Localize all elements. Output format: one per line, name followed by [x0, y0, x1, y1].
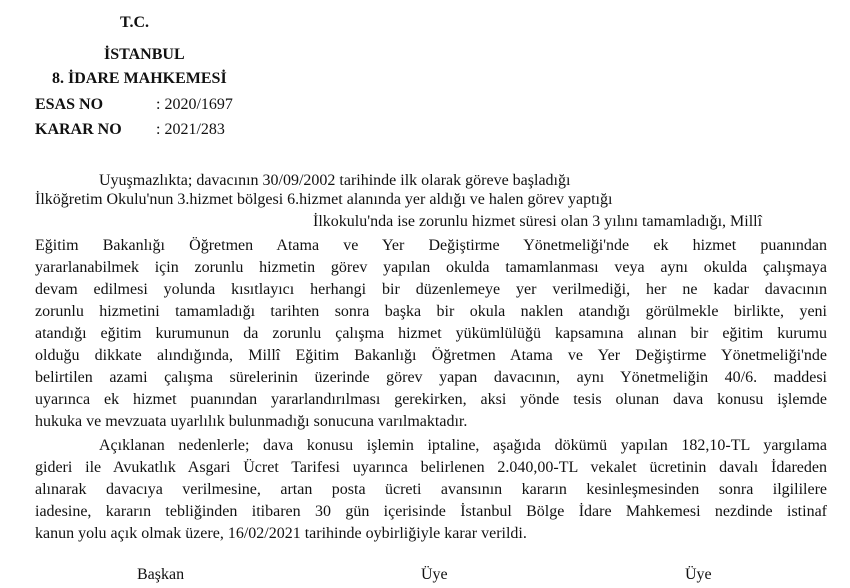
- paragraph1-line2: İlköğretim Okulu'nun 3.hizmet bölgesi 6.hizmet alanında yer aldığı ve halen görev yaptığı: [35, 191, 613, 208]
- paragraph2-line1: Açıklanan nedenlerle; dava konusu işlemin iptaline, aşağıda dökümü yapılan 182,10-TL yargılama: [99, 437, 827, 454]
- paragraph1-line5: yararlanabilmek için zorunlu hizmetin görev yapılan okulda tamamlanması veya aynı okulda çalışmaya: [35, 259, 827, 276]
- header-court: 8. İDARE MAHKEMESİ: [52, 70, 227, 87]
- header-tc: T.C.: [120, 14, 150, 31]
- esas-no-label: ESAS NO: [35, 96, 104, 113]
- paragraph1-line9: olduğu dikkate alındığında, Millî Eğitim Bakanlığı Öğretmen Atama ve Yer Değiştirme Yönetmeliği'nde: [35, 347, 827, 364]
- paragraph1-line11: uyarınca ek hizmet puanından yararlandırılması gerekirken, aksi yönde tesis olunan dava konusu işlemde: [35, 391, 827, 408]
- karar-no-label: KARAR NO: [35, 121, 122, 138]
- paragraph1-line8: atandığı eğitim kurumunun da zorunlu çalışma hizmet yükümlülüğü kapsamına alınan bir eğitim kurumu: [35, 325, 827, 342]
- paragraph1-line12: hukuka ve mevzuata uyarlılık bulunmadığı sonucuna varılmaktadır.: [35, 413, 468, 430]
- paragraph1-line1: Uyuşmazlıkta; davacının 30/09/2002 tarihinde ilk olarak göreve başladığı: [99, 172, 571, 189]
- paragraph1-line7: zorunlu hizmetini tamamladığı tarihten sonra başka bir okula naklen atandığı görülmekle birlikte, yeni: [35, 303, 827, 320]
- karar-no-value: : 2021/283: [156, 121, 225, 138]
- signature-member-1: Üye: [421, 566, 448, 583]
- paragraph2-line5: kanun yolu açık olmak üzere, 16/02/2021 tarihinde oybirliğiyle karar verildi.: [35, 525, 527, 542]
- signature-member-2: Üye: [685, 566, 712, 583]
- paragraph1-line4: Eğitim Bakanlığı Öğretmen Atama ve Yer Değiştirme Yönetmeliği'nde ek hizmet puanından: [35, 237, 827, 254]
- paragraph1-line3: İlkokulu'nda ise zorunlu hizmet süresi olan 3 yılını tamamladığı, Millî: [313, 213, 763, 230]
- paragraph2-line3: alınarak davacıya verilmesine, artan posta ücreti avansının kararın kesinleşmesinden sonra ilgililere: [35, 481, 827, 498]
- paragraph1-line6: devam edilmesi yolunda kısıtlayıcı herhangi bir düzenlemeye yer verilmediği, her ne kadar davacının: [35, 281, 827, 298]
- paragraph2-line4: iadesine, kararın tebliğinden itibaren 30 gün içerisinde İstanbul Bölge İdare Mahkemesi nezdinde istinaf: [35, 503, 827, 520]
- header-city: İSTANBUL: [104, 46, 185, 63]
- signature-president: Başkan: [137, 566, 185, 583]
- paragraph2-line2: gideri ile Avukatlık Asgari Ücret Tarifesi uyarınca belirlenen 2.040,00-TL vekalet ücretinin davalı İdareden: [35, 459, 827, 476]
- paragraph1-line10: belirtilen azami çalışma sürelerinin üzerinde görev yapan davacının, aynı Yönetmeliğin 40/6. maddesi: [35, 369, 827, 386]
- esas-no-value: : 2020/1697: [156, 96, 233, 113]
